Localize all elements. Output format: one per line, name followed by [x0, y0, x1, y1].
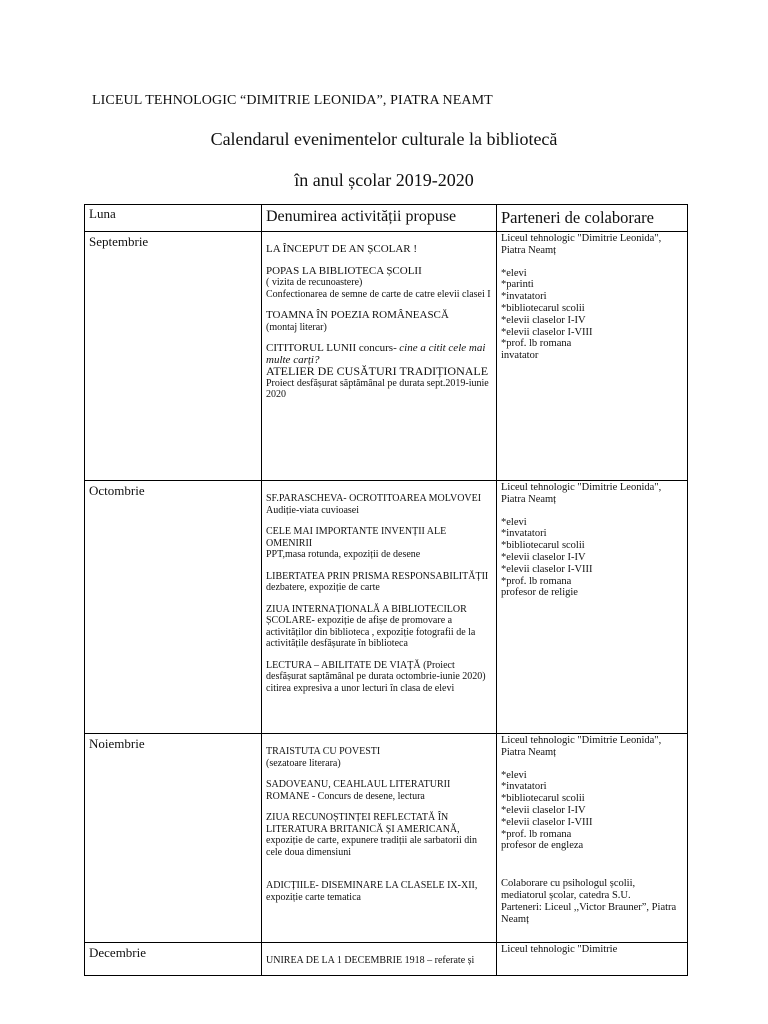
partners-cell	[497, 481, 688, 734]
activity-title: SADOVEANU, CEAHLAUL LITERATURII ROMANE -	[266, 779, 451, 802]
activities-cell	[262, 232, 497, 481]
partner-line: *elevii claselor I-IV	[501, 551, 586, 563]
activity-title: ZIUA INTERNAȚIONALĂ A BIBLIOTECILOR ȘCOLARE-	[266, 603, 467, 626]
activity-detail: (sezatoare literara)	[266, 757, 341, 769]
table-row	[85, 481, 688, 734]
partner-line: *bibliotecarul scolii	[501, 793, 585, 805]
activity-title: ADICȚIILE- DISEMINARE LA CLASELE IX-XII,	[266, 880, 478, 891]
activity-detail: (montaj literar)	[266, 321, 327, 333]
partner-line: invatator	[501, 350, 539, 362]
activity-title: ZIUA RECUNOȘTINȚEI REFLECTATĂ ÎN LITERATURA BRITANICĂ ȘI AMERICANĂ,	[266, 812, 460, 835]
activities-cell	[262, 943, 497, 976]
partner-line: *bibliotecarul scolii	[501, 302, 585, 314]
partner-line: *elevi	[501, 769, 527, 781]
activity-title: CITITORUL LUNII concurs-	[266, 342, 397, 354]
activity-title: LA ÎNCEPUT DE AN ȘCOLAR !	[266, 243, 418, 255]
activity-title: CELE MAI IMPORTANTE INVENȚII ALE OMENIRII	[266, 526, 447, 549]
partner-line: profesor de religie	[501, 587, 578, 599]
partner-line: *bibliotecarul scolii	[501, 540, 585, 552]
activity-title: LECTURA – ABILITATE DE VIAȚĂ	[266, 659, 421, 671]
month-cell: Septembrie	[85, 232, 262, 481]
activity-detail: Concurs de desene, lectura	[317, 790, 425, 802]
partner-line: *elevii claselor I-VIII	[501, 326, 593, 338]
partner-line: *invatatori	[501, 528, 547, 540]
partners-cell	[497, 232, 688, 481]
activity-detail: expoziție de afișe de promovare a activităților din biblioteca , expoziție fotografii de la activitățile desfășurate în biblioteca	[266, 615, 476, 649]
activity-detail: expoziție carte tematica	[266, 891, 361, 903]
activity-detail: Proiect desfășurat săptămânal pe durata sept.2019-iunie 2020	[266, 377, 489, 400]
month-cell: Octombrie	[85, 481, 262, 734]
table-row	[85, 943, 688, 976]
month-cell: Decembrie	[85, 943, 262, 976]
activity-title: POPAS LA BIBLIOTECA ȘCOLII	[266, 264, 422, 277]
partner-line: *prof. lb romana	[501, 828, 572, 840]
partner-line: *invatatori	[501, 781, 547, 793]
document-subtitle: în anul școlar 2019-2020	[294, 170, 474, 190]
activity-detail: PPT,masa rotunda, expoziții de desene	[266, 549, 421, 560]
header-month: Luna	[85, 205, 262, 232]
partners-cell	[497, 734, 688, 943]
table-header-row	[85, 205, 688, 232]
partner-line: Liceul tehnologic "Dimitrie Leonida", Piatra Neamț	[501, 735, 662, 758]
activity-title: UNIREA DE LA 1 DECEMBRIE 1918 – referate și	[266, 955, 475, 966]
activity-detail: dezbatere, expoziție de carte	[266, 582, 380, 593]
activities-cell	[262, 734, 497, 943]
school-name: LICEUL TEHNOLOGIC “DIMITRIE LEONIDA”, PIATRA NEAMT	[92, 93, 493, 108]
events-calendar-table	[84, 204, 688, 976]
header-partners: Parteneri de colaborare	[497, 205, 688, 232]
activity-detail: expoziție de carte, expunere tradiții ale sarbatorii din cele doua dimensiuni	[266, 835, 478, 858]
partner-line: *elevi	[501, 267, 527, 279]
partner-line: *elevi	[501, 516, 527, 528]
month-cell: Noiembrie	[85, 734, 262, 943]
partner-line: Liceul tehnologic "Dimitrie Leonida", Piatra Neamț	[501, 482, 662, 505]
partner-line: Liceul tehnologic "Dimitrie	[501, 944, 618, 955]
partner-line: *prof. lb romana	[501, 338, 572, 350]
table-row	[85, 734, 688, 943]
activity-title: TOAMNA ÎN POEZIA ROMÂNEASCĂ	[266, 309, 449, 321]
document-title: Calendarul evenimentelor culturale la bibliotecă	[210, 129, 558, 149]
activity-title: TRAISTUTA CU POVESTI	[266, 746, 381, 757]
activity-detail: Confectionarea de semne de carte de catre elevii clasei I	[266, 288, 491, 300]
activity-detail: cine a citit cele mai multe carți?	[266, 342, 486, 366]
partner-line: *elevii claselor I-VIII	[501, 816, 593, 828]
partner-line: Parteneri: Liceul ,,Victor Brauner”, Piatra Neamț	[501, 901, 677, 925]
partner-line: profesor de engleza	[501, 840, 584, 852]
partner-line: *invatatori	[501, 291, 547, 303]
activity-detail: Audiție-viata cuvioasei	[266, 504, 360, 516]
activity-title: SF.PARASCHEVA- OCROTITOAREA MOLVOVEI	[266, 493, 482, 504]
activities-cell	[262, 481, 497, 734]
partner-line: Colaborare cu psihologul școlii, mediatorul școlar, catedra S.U.	[501, 878, 636, 901]
header-activity: Denumirea activității propuse	[262, 205, 497, 232]
partner-line: *prof. lb romana	[501, 575, 572, 587]
partner-line: *parinti	[501, 279, 534, 291]
partners-cell	[497, 943, 688, 976]
activity-title: ATELIER DE CUSĂTURI TRADIȚIONALE	[266, 364, 489, 378]
activity-detail: ( vizita de recunoastere)	[266, 277, 363, 288]
table-row	[85, 232, 688, 481]
partner-line: *elevii claselor I-VIII	[501, 563, 593, 575]
activity-title: LIBERTATEA PRIN PRISMA RESPONSABILITĂȚII	[266, 570, 489, 582]
activity-detail: (Proiect desfășurat saptămânal pe durata octombrie-iunie 2020) citirea expresiva a unor lecturi în clasa de elevi	[266, 659, 486, 694]
partner-line: *elevii claselor I-IV	[501, 804, 586, 816]
partner-line: *elevii claselor I-IV	[501, 314, 586, 326]
partner-line: Liceul tehnologic "Dimitrie Leonida", Piatra Neamț	[501, 233, 662, 256]
